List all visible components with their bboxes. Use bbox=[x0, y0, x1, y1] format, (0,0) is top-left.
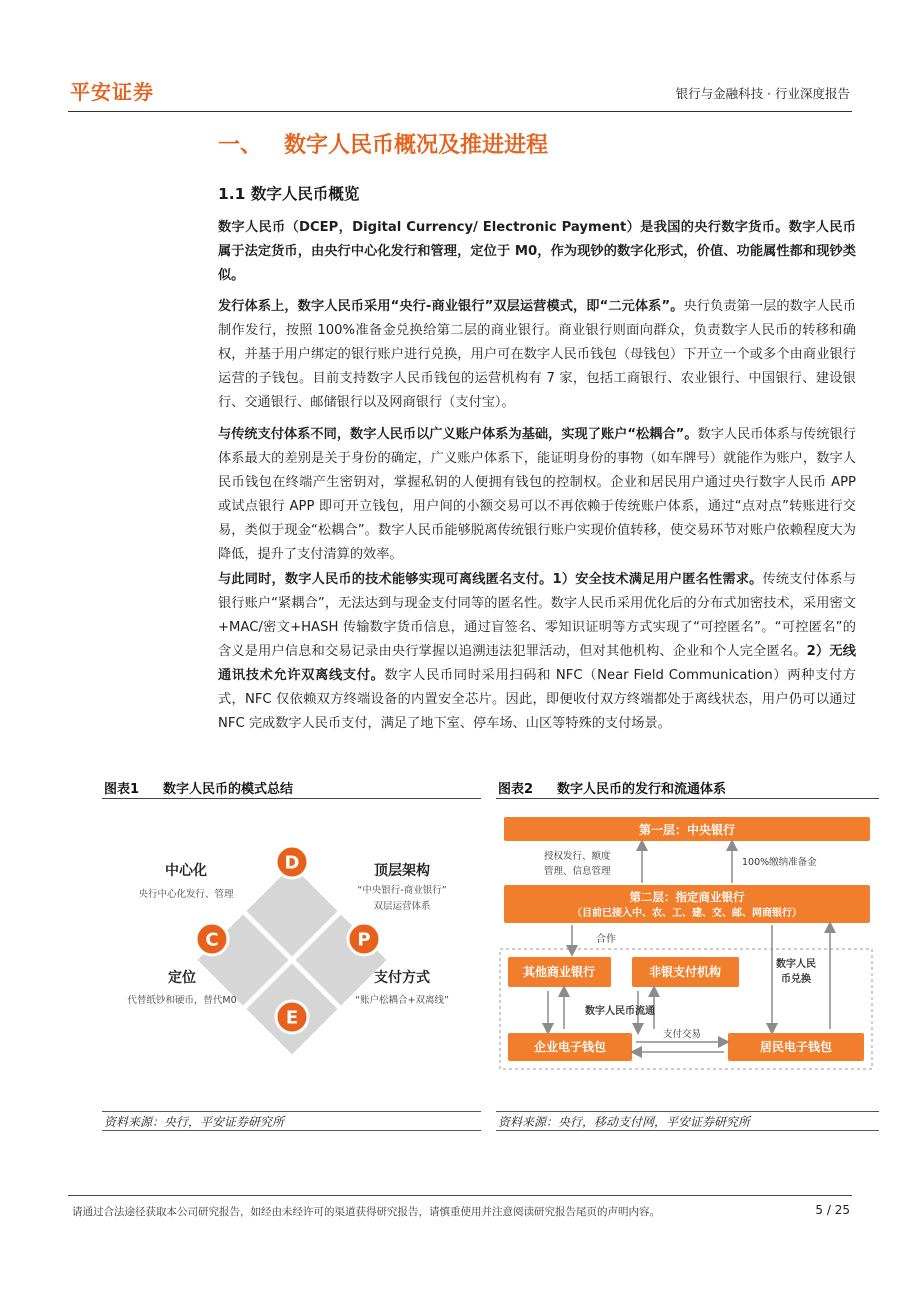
header-divider bbox=[68, 111, 852, 112]
p4-tail: 数字人民币同时采用扫码和 NFC（Near Field Communication）两种支付方式，NFC 仅依赖双方终端设备的内置安全芯片。因此，即便收付双方终端都处于离线状态，用户仍可以通过 NFC 完成数字人民币支付，满足了地下室、停车场、山区等特殊的支付场景。 bbox=[218, 668, 857, 731]
quadrant-payment-title: 支付方式 bbox=[374, 970, 430, 986]
figure2-source: 资料来源：央行，移动支付网，平安证券研究所 bbox=[498, 1115, 751, 1129]
figure1-bottom-rule bbox=[102, 1130, 481, 1131]
subsection-heading: 1.1 数字人民币概览 bbox=[218, 185, 360, 203]
figure1-label: 图表1 bbox=[104, 782, 140, 797]
footer-disclaimer: 请通过合法途径获取本公司研究报告，如经由未经许可的渠道获得研究报告，请慎重使用并注意阅读研究报告尾页的声明内容。 bbox=[72, 1206, 660, 1218]
figure2-label: 图表2 bbox=[498, 782, 534, 797]
p3-rest: 数字人民币体系与传统银行体系最大的差别是关于身份的确定，广义账户体系下，能证明身份的事物（如车牌号）就能作为账户，数字人民币钱包在终端产生密钥对，掌握私钥的人便拥有钱包的控制权。企业和居民用户通过央行数字人民币 APP 或试点银行 APP 即可开立钱包，用户间的小额交易可以不再依赖于传统账户体系，通过“点对点”转账进行交易，类似于现金“松耦合”。数字人民币能够脱离传统银行账户实现价值转移，使交易环节对账户依赖程度大为降低，提升了支付清算的效率。 bbox=[218, 427, 856, 562]
footer-divider bbox=[68, 1195, 852, 1196]
paragraph-3 bbox=[218, 423, 856, 567]
letter-e: E bbox=[285, 1007, 299, 1029]
quadrant-payment-desc: “账户松耦合+双离线” bbox=[355, 995, 449, 1006]
layer2-subtitle: （目前已接入中、农、工、建、交、邮、网商银行） bbox=[572, 908, 802, 919]
section-number: 一、 bbox=[218, 133, 263, 158]
section-heading bbox=[218, 128, 548, 159]
figure1-caption: 数字人民币的模式总结 bbox=[163, 782, 294, 797]
letter-d: D bbox=[284, 852, 300, 874]
figure1-source: 资料来源：央行，平安证券研究所 bbox=[104, 1115, 285, 1129]
label-payment-transaction: 支付交易 bbox=[662, 1029, 702, 1040]
label-authorize-1: 授权发行、额度 bbox=[544, 851, 611, 862]
quadrant-positioning-desc: 代替纸钞和硬币，替代M0 bbox=[127, 995, 237, 1006]
figure1-dcep-diagram bbox=[102, 805, 481, 1105]
figure1-source-rule bbox=[102, 1111, 481, 1112]
non-bank-label: 非银支付机构 bbox=[648, 965, 722, 979]
figure2-title bbox=[498, 778, 726, 797]
quadrant-architecture-desc2: 双层运营体系 bbox=[373, 901, 431, 912]
p2-rest: 央行负责第一层的数字人民币制作发行，按照 100%准备金兑换给第二层的商业银行。商业银行则面向群众，负责数字人民币的转移和确权，并基于用户绑定的银行账户进行兑换，用户可在数字人民币钱包（母钱包）下开立一个或多个由商业银行运营的子钱包。目前支持数字人民币钱包的运营机构有 7 家，包括工商银行、农业银行、中国银行、建设银行、交通银行、邮储银行以及网商银行（支付宝）。 bbox=[218, 299, 857, 410]
figure2-issuance-diagram bbox=[496, 805, 879, 1105]
other-banks-label: 其他商业银行 bbox=[522, 965, 596, 979]
layer1-label: 第一层：中央银行 bbox=[638, 823, 736, 837]
quadrant-centralized-title: 中心化 bbox=[165, 863, 207, 879]
paragraph-1 bbox=[218, 216, 856, 288]
resident-wallet-label: 居民电子钱包 bbox=[759, 1040, 833, 1054]
letter-p: P bbox=[357, 929, 371, 951]
company-logo: 平安证券 bbox=[70, 80, 154, 104]
paragraph-4 bbox=[218, 568, 856, 736]
quadrant-architecture-title: 顶层架构 bbox=[374, 863, 430, 879]
label-exchange-2: 币兑换 bbox=[781, 974, 811, 985]
p1-bold-text: 数字人民币（DCEP，Digital Currency/ Electronic Payment）是我国的央行数字货币。数字人民币属于法定货币，由央行中心化发行和管理，定位于 M0，作为现钞的数字化形式，价值、功能属性都和现钞类似。 bbox=[218, 220, 856, 283]
paragraph-2 bbox=[218, 295, 856, 415]
letter-c: C bbox=[205, 929, 219, 951]
label-authorize-2: 管理、信息管理 bbox=[544, 866, 611, 877]
quadrant-centralized-desc: 央行中心化发行、管理 bbox=[138, 889, 234, 900]
label-cooperation: 合作 bbox=[596, 934, 616, 945]
p4-bold2: 2）无线通讯技术允许双离线支付。 bbox=[218, 644, 856, 683]
page-number: 5 / 25 bbox=[815, 1203, 850, 1217]
label-exchange-1: 数字人民 bbox=[776, 959, 816, 970]
p4-lead: 与此同时，数字人民币的技术能够实现可离线匿名支付。1）安全技术满足用户匿名性需求。 bbox=[218, 572, 763, 587]
label-circulation: 数字人民币流通 bbox=[585, 1006, 655, 1017]
report-category: 银行与金融科技 · 行业深度报告 bbox=[675, 86, 850, 101]
p4-mid: 传统支付体系与银行账户“紧耦合”，无法达到与现金支付同等的匿名性。数字人民币采用优化后的分布式加密技术，采用密文+MAC/密文+HASH 传输数字货币信息，通过盲签名、零知识证明等方式实现了“可控匿名”。“可控匿名”的含义是用户信息和交易记录由央行掌握以追溯违法犯罪活动，但对其他机构、企业和个人完全匿名。 bbox=[218, 572, 856, 659]
p3-lead: 与传统支付体系不同，数字人民币以广义账户体系为基础，实现了账户“松耦合”。 bbox=[218, 427, 698, 442]
section-title: 数字人民币概况及推进进程 bbox=[284, 133, 549, 158]
layer2-title: 第二层：指定商业银行 bbox=[629, 890, 745, 904]
figure1-title bbox=[104, 778, 293, 797]
quadrant-architecture-desc1: “中央银行-商业银行” bbox=[357, 885, 447, 896]
figure2-bottom-rule bbox=[496, 1130, 879, 1131]
label-reserve: 100%缴纳准备金 bbox=[742, 857, 817, 868]
figure2-source-rule bbox=[496, 1111, 879, 1112]
enterprise-wallet-label: 企业电子钱包 bbox=[533, 1040, 607, 1054]
p2-lead: 发行体系上，数字人民币采用“央行-商业银行”双层运营模式，即“二元体系”。 bbox=[218, 299, 684, 314]
quadrant-positioning-title: 定位 bbox=[168, 970, 196, 986]
figure2-caption: 数字人民币的发行和流通体系 bbox=[557, 782, 727, 797]
